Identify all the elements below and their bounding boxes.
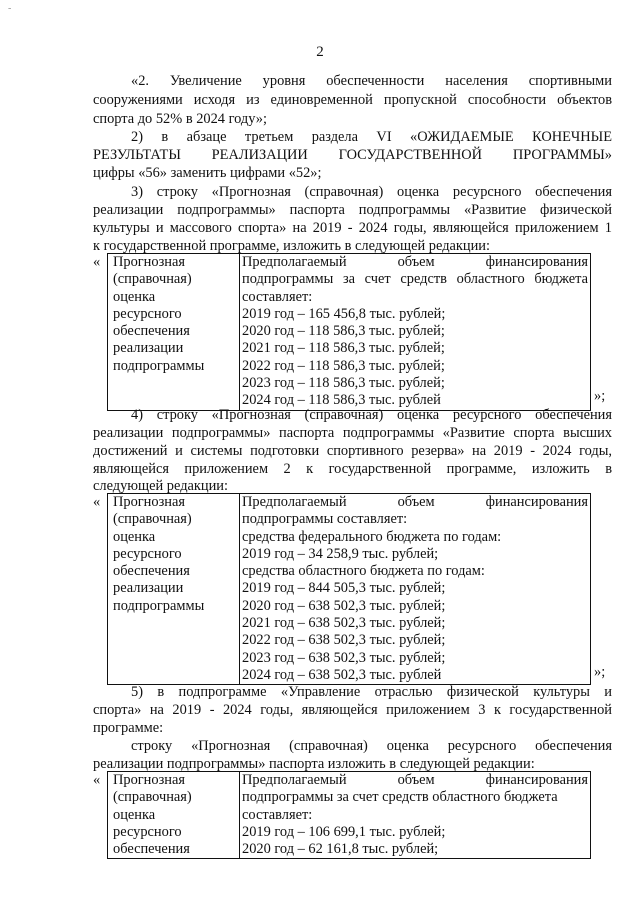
table1-label-line: обеспечения — [113, 323, 190, 340]
table1-label-cell — [108, 254, 240, 411]
table3-label-line: ресурсного — [113, 823, 182, 840]
table3-label-line: Прогнозная — [113, 772, 185, 788]
resource-table-1 — [107, 253, 591, 411]
table1-value-line: 2019 год – 165 456,8 тыс. рублей; — [242, 305, 446, 322]
table2-value-line: 2022 год – 638 502,3 тыс. рублей; — [242, 632, 446, 649]
page-number: 2 — [316, 44, 324, 60]
table2-value-line: подпрограммы составляет: — [242, 511, 408, 528]
resource-table-2 — [107, 493, 591, 685]
table3-value-line: составляет: — [242, 806, 313, 823]
table1-label-line: ресурсного — [113, 305, 182, 322]
table2-value-line: 2020 год – 638 502,3 тыс. рублей; — [242, 597, 446, 614]
table2-label-line: ресурсного — [113, 545, 182, 562]
para4-line-5: следующей редакции: — [93, 478, 228, 494]
quote-close-2: »; — [594, 664, 606, 680]
table1-value-line: 2023 год – 118 586,3 тыс. рублей; — [242, 375, 445, 392]
table3-label-line: оценка — [113, 806, 156, 823]
para4-line-4: являющейся приложением 2 к государственной программе, изложить в — [93, 461, 612, 477]
table1-value-line: 2020 год – 118 586,3 тыс. рублей; — [242, 323, 445, 340]
para5-line-3: программе: — [93, 720, 164, 736]
table2-label-line: подпрограммы — [113, 597, 205, 614]
quote-open-1: « — [93, 254, 101, 270]
quote-close-1: »; — [594, 388, 606, 404]
table2-label-line: реализации — [113, 580, 184, 597]
table2-label-cell — [108, 494, 240, 685]
table2-value-line: средства федерального бюджета по годам: — [242, 528, 502, 545]
para2-line-2: РЕЗУЛЬТАТЫ РЕАЛИЗАЦИИ ГОСУДАРСТВЕННОЙ ПРОГРАММЫ» — [93, 147, 612, 163]
table2-value-cell — [240, 494, 591, 685]
para4-line-3: достижений и системы подготовки спортивного резерва» на 2019 - 2024 годы, — [93, 443, 612, 459]
table2-value-line: 2024 год – 638 502,3 тыс. рублей — [242, 666, 442, 683]
table3-value-line: Предполагаемый объем финансирования — [242, 772, 588, 788]
table2-value-line: средства областного бюджета по годам: — [242, 563, 485, 580]
table2-value-line: 2019 год – 844 505,3 тыс. рублей; — [242, 580, 446, 597]
table2-value-line: 2021 год – 638 502,3 тыс. рублей; — [242, 615, 446, 632]
para1-line-2: сооружениями исходя из единовременной пропускной способности объектов — [93, 92, 612, 108]
para6-line-1: строку «Прогнозная (справочная) оценка ресурсного обеспечения — [131, 738, 612, 754]
para4-line-1: 4) строку «Прогнозная (справочная) оценка ресурсного обеспечения — [131, 407, 612, 423]
table3-label-cell — [108, 772, 240, 859]
table1-value-line: составляет: — [242, 288, 313, 305]
table3-label-line: обеспечения — [113, 841, 190, 858]
para3-line-3: культуры и массового спорта» на 2019 - 2024 годы, являющейся приложением 1 — [93, 220, 612, 236]
para2-line-3: цифры «56» заменить цифрами «52»; — [93, 165, 322, 181]
table2-label-line: обеспечения — [113, 563, 190, 580]
table3-value-line: 2019 год – 106 699,1 тыс. рублей; — [242, 823, 446, 840]
table1-label-line: Прогнозная — [113, 254, 185, 270]
table2-value-line: 2019 год – 34 258,9 тыс. рублей; — [242, 545, 439, 562]
table3-value-line: 2020 год – 62 161,8 тыс. рублей; — [242, 841, 439, 858]
table2-label-line: (справочная) — [113, 511, 192, 528]
table1-label-line: (справочная) — [113, 271, 192, 288]
table1-value-line: 2022 год – 118 586,3 тыс. рублей; — [242, 357, 445, 374]
table1-value-line: 2024 год – 118 586,3 тыс. рублей — [242, 392, 441, 409]
table1-value-cell — [240, 254, 591, 411]
para5-line-1: 5) в подпрограмме «Управление отраслью физической культуры и — [131, 684, 612, 700]
table2-label-line: оценка — [113, 528, 156, 545]
resource-table-3 — [107, 771, 591, 859]
table1-value-line: 2021 год – 118 586,3 тыс. рублей; — [242, 340, 445, 357]
table1-label-line: оценка — [113, 288, 156, 305]
quote-open-2: « — [93, 494, 101, 510]
corner-mark: - — [8, 3, 12, 14]
quote-open-3: « — [93, 772, 101, 788]
table1-label-line: реализации — [113, 340, 184, 357]
para3-line-4: к государственной программе, изложить в следующей редакции: — [93, 238, 491, 254]
table3-value-line: подпрограммы за счет средств областного бюджета — [242, 789, 558, 806]
table2-value-line: 2023 год – 638 502,3 тыс. рублей; — [242, 649, 446, 666]
para4-line-2: реализации подпрограммы» паспорта подпрограммы «Развитие спорта высших — [93, 425, 612, 441]
table2-value-line: Предполагаемый объем финансирования — [242, 494, 588, 510]
table2-label-line: Прогнозная — [113, 494, 185, 510]
para3-line-2: реализации подпрограммы» паспорта подпрограммы «Развитие физической — [93, 202, 612, 218]
para6-line-2: реализации подпрограммы» паспорта изложить в следующей редакции: — [93, 756, 535, 772]
para1-line-1: «2. Увеличение уровня обеспеченности населения спортивными — [131, 73, 612, 89]
para3-line-1: 3) строку «Прогнозная (справочная) оценка ресурсного обеспечения — [131, 184, 612, 200]
table3-value-cell — [240, 772, 591, 859]
table1-label-line: подпрограммы — [113, 357, 205, 374]
para2-line-1: 2) в абзаце третьем раздела VI «ОЖИДАЕМЫЕ КОНЕЧНЫЕ — [131, 129, 612, 145]
para5-line-2: спорта» на 2019 - 2024 годы, являющейся приложением 3 к государственной — [93, 702, 612, 718]
para1-line-3: спорта до 52% в 2024 году»; — [93, 111, 267, 127]
table3-label-line: (справочная) — [113, 789, 192, 806]
table1-value-line: Предполагаемый объем финансирования — [242, 254, 588, 270]
table1-value-line: подпрограммы за счет средств областного бюджета — [242, 271, 588, 288]
